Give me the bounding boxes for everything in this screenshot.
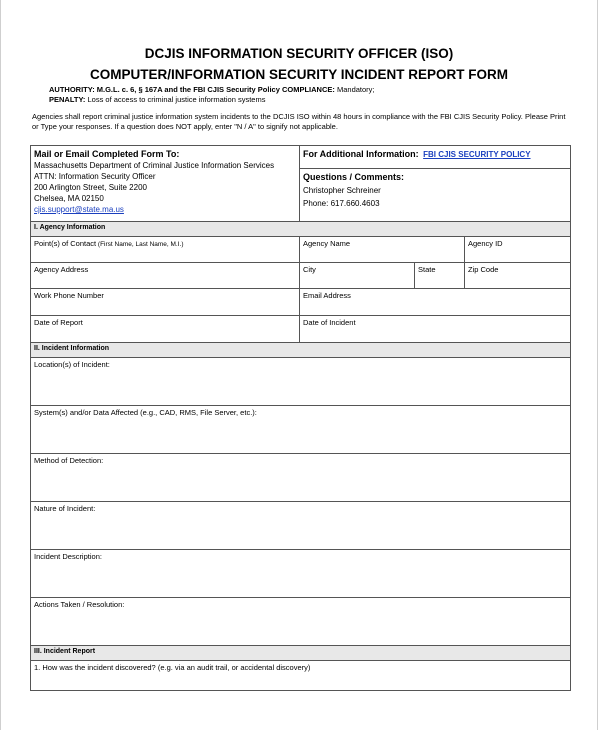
email-field[interactable] (300, 289, 571, 316)
email-label: Email Address (303, 291, 351, 300)
form-title-line1: DCJIS INFORMATION SECURITY OFFICER (ISO) (144, 46, 454, 61)
fbi-policy-link[interactable]: FBI CJIS SECURITY POLICY (423, 150, 531, 159)
authority-label: AUTHORITY: M.G.L. c. 6, § 167A and the FBI CJIS Security Policy COMPLIANCE: (49, 85, 335, 94)
poc-hint: (First Name, Last Name, M.I.) (96, 241, 184, 248)
agency-row2 (31, 263, 571, 289)
description-field[interactable] (31, 550, 571, 598)
q1-label: 1. How was the incident discovered? (e.g. via an audit trail, or accidental discovery) (34, 663, 311, 672)
zip-label: Zip Code (468, 265, 499, 274)
nature-field[interactable] (31, 502, 571, 550)
mail-line3: 200 Arlington Street, Suite 2200 (34, 183, 147, 192)
q1-field[interactable] (31, 661, 571, 691)
method-field[interactable] (31, 454, 571, 502)
location-field[interactable] (31, 358, 571, 406)
authority-value: Mandatory; (334, 85, 375, 94)
section3-title: III. Incident Report (31, 646, 571, 661)
authority-line (49, 85, 375, 94)
section2-header (31, 343, 571, 358)
method-row (31, 454, 571, 502)
penalty-label: PENALTY: (49, 95, 86, 104)
section3-header (31, 646, 571, 661)
questions-heading: Questions / Comments: (303, 172, 405, 182)
city-label: City (303, 265, 316, 274)
section1-title: I. Agency Information (31, 222, 571, 237)
mail-line1: Massachusetts Department of Criminal Justice Information Services (34, 161, 275, 170)
state-label: State (418, 265, 436, 274)
actions-label: Actions Taken / Resolution: (34, 600, 125, 609)
agency-id-field[interactable] (465, 237, 571, 263)
agency-row3 (31, 289, 571, 316)
incident-form-table (30, 145, 571, 691)
actions-field[interactable] (31, 598, 571, 646)
penalty-value: Loss of access to criminal justice information systems (85, 95, 266, 104)
agency-id-label: Agency ID (468, 239, 503, 248)
intro-text: Agencies shall report criminal justice information system incidents to the DCJIS ISO within 48 hours in compliance with the FBI CJIS Security Policy. Please Print or Type your responses. If a question does NOT apply, enter "N / A" to signify not applicable. (32, 112, 566, 131)
agency-address-label: Agency Address (34, 265, 89, 274)
state-field[interactable] (415, 263, 465, 289)
contact-row (31, 146, 571, 222)
agency-address-field[interactable] (31, 263, 300, 289)
additional-heading: For Additional Information: (303, 149, 419, 159)
poc-field[interactable] (31, 237, 300, 263)
work-phone-field[interactable] (31, 289, 300, 316)
agency-name-label: Agency Name (303, 239, 351, 248)
mail-line2: ATTN: Information Security Officer (34, 172, 156, 181)
q1-row (31, 661, 571, 691)
date-report-field[interactable] (31, 316, 300, 343)
additional-info-cell (300, 146, 571, 222)
questions-phone: Phone: 617.660.4603 (303, 199, 380, 208)
mail-to-cell (31, 146, 300, 222)
date-incident-label: Date of Incident (303, 318, 356, 327)
description-row (31, 550, 571, 598)
questions-block (300, 168, 570, 209)
mail-email-link[interactable]: cjis.support@state.ma.us (34, 205, 124, 214)
penalty-line (49, 95, 265, 104)
method-label: Method of Detection: (34, 456, 104, 465)
poc-label: Point(s) of Contact (34, 239, 97, 248)
systems-row (31, 406, 571, 454)
description-label: Incident Description: (34, 552, 102, 561)
date-incident-field[interactable] (300, 316, 571, 343)
agency-row4 (31, 316, 571, 343)
location-row (31, 358, 571, 406)
form-title-line2: COMPUTER/INFORMATION SECURITY INCIDENT REPORT FORM (90, 67, 508, 82)
mail-line4: Chelsea, MA 02150 (34, 194, 104, 203)
section1-header (31, 222, 571, 237)
section2-title: II. Incident Information (31, 343, 571, 358)
agency-name-field[interactable] (300, 237, 465, 263)
date-report-label: Date of Report (34, 318, 83, 327)
zip-field[interactable] (465, 263, 571, 289)
systems-label: System(s) and/or Data Affected (e.g., CAD, RMS, File Server, etc.): (34, 408, 257, 417)
nature-row (31, 502, 571, 550)
mail-heading: Mail or Email Completed Form To: (34, 149, 180, 159)
actions-row (31, 598, 571, 646)
nature-label: Nature of Incident: (34, 504, 96, 513)
questions-name: Christopher Schreiner (303, 186, 381, 195)
systems-field[interactable] (31, 406, 571, 454)
work-phone-label: Work Phone Number (34, 291, 104, 300)
location-label: Location(s) of Incident: (34, 360, 110, 369)
agency-row1 (31, 237, 571, 263)
city-field[interactable] (300, 263, 415, 289)
